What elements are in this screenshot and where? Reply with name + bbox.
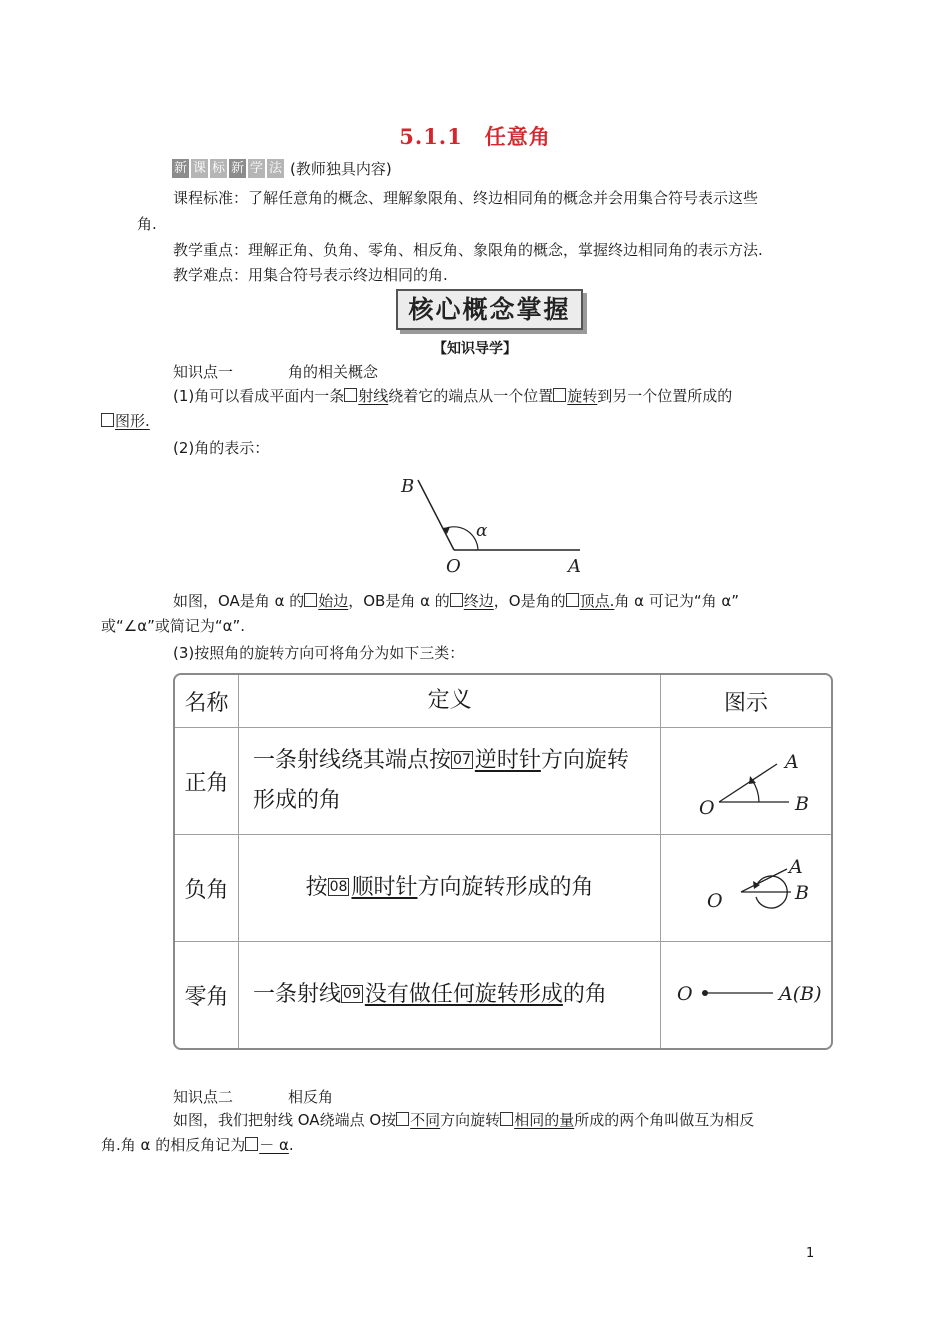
kp2-title: 相反角 xyxy=(288,1088,334,1106)
label-b: B xyxy=(401,476,415,497)
blank-box xyxy=(101,413,114,427)
alpha-arc xyxy=(444,527,478,550)
row-figure xyxy=(661,728,831,835)
label-o: O xyxy=(446,556,461,577)
blank-answer: 图形. xyxy=(115,412,150,430)
blank-answer: 顺时针 xyxy=(351,875,418,900)
svg-text:A: A xyxy=(789,856,803,878)
table-header-row xyxy=(175,675,831,728)
badge: 标 xyxy=(211,161,225,176)
item1: (1)角可以看成平面内一条 射线绕着它的端点从一个位置 旋转到另一个位置所成的 图形. xyxy=(137,384,817,434)
badge: 新 xyxy=(230,161,244,176)
section-banner: 核心概念掌握 xyxy=(396,289,583,330)
table-row xyxy=(175,835,831,942)
kp1-title: 角的相关概念 xyxy=(288,363,379,381)
row-definition: 一条射线 09 没有做任何旋转形成的角 xyxy=(239,942,661,1048)
blank-answer: 旋转 xyxy=(567,387,598,405)
svg-text:O: O xyxy=(699,797,715,819)
curriculum-standard-cont: 角. xyxy=(137,215,157,233)
kp1-label: 知识点一 xyxy=(173,363,234,381)
svg-text:O: O xyxy=(707,890,723,912)
blank-box xyxy=(500,1112,513,1126)
page-title: 5.1.1 任意角 xyxy=(399,124,551,149)
number-tag: 08 xyxy=(329,879,348,895)
item3: (3)按照角的旋转方向可将角分为如下三类： xyxy=(173,644,465,662)
angle-classification-table xyxy=(173,673,833,1050)
blank-box xyxy=(245,1137,258,1151)
ray-ob xyxy=(418,480,454,550)
label-a: A xyxy=(568,556,581,577)
badge: 课 xyxy=(192,161,206,176)
blank-box xyxy=(344,388,357,402)
kp2-label: 知识点二 xyxy=(173,1088,234,1106)
key-point: 教学重点：理解正角、负角、零角、相反角、象限角的概念，掌握终边相同角的表示方法. xyxy=(173,241,763,259)
page-number: 1 xyxy=(806,1246,815,1261)
number-tag: 09 xyxy=(343,986,361,1002)
guide-tag: 【知识导学】 xyxy=(433,341,517,357)
row-definition: 一条射线绕其端点按 07 逆时针方向旋转形成的角 xyxy=(239,728,661,835)
row-name: 负角 xyxy=(175,835,239,942)
difficult-point: 教学难点：用集合符号表示终边相同的角. xyxy=(173,266,448,284)
angle-figure xyxy=(390,462,600,580)
blank-answer: 逆时针 xyxy=(474,748,541,773)
blank-answer: 相同的量 xyxy=(514,1111,575,1129)
blank-box xyxy=(566,593,579,607)
header-figure: 图示 xyxy=(661,675,831,728)
badge: 新 xyxy=(173,161,187,176)
badge: 法 xyxy=(268,161,282,176)
curriculum-standard: 课程标准：了解任意角的概念、理解象限角、终边相同角的概念并会用集合符号表示这些 xyxy=(173,189,759,207)
svg-text:B: B xyxy=(795,882,810,904)
label-alpha: α xyxy=(476,521,488,541)
blank-answer: 射线 xyxy=(358,387,389,405)
header-definition: 定义 xyxy=(239,675,661,728)
blank-box xyxy=(304,593,317,607)
kp2-text: 如图，我们把射线 OA绕端点 O按 不同方向旋转 相同的量所成的两个角叫做互为相反 角.角 α 的相反角记为 － α. xyxy=(101,1111,755,1154)
blank-box xyxy=(396,1112,409,1126)
header-name: 名称 xyxy=(175,675,239,728)
svg-text:A(B): A(B) xyxy=(779,983,822,1005)
positive-angle-figure xyxy=(661,728,829,828)
blank-box xyxy=(450,593,463,607)
number-tag: 07 xyxy=(453,752,471,768)
svg-text:A: A xyxy=(785,751,799,773)
item2: (2)角的表示： xyxy=(173,439,270,457)
badge-row xyxy=(172,158,392,179)
badge: 学 xyxy=(249,161,263,176)
blank-answer: 不同 xyxy=(410,1111,441,1129)
blank-answer: 顶点. xyxy=(579,592,615,610)
zero-angle-figure xyxy=(661,942,829,1042)
blank-answer: 终边 xyxy=(463,592,494,610)
blank-answer: 没有做任何旋转形成 xyxy=(364,982,563,1007)
row-figure xyxy=(661,835,831,942)
negative-angle-figure xyxy=(661,835,829,935)
blank-box xyxy=(553,388,566,402)
row-name: 零角 xyxy=(175,942,239,1048)
svg-text:O: O xyxy=(677,983,693,1005)
blank-answer: － α xyxy=(259,1136,289,1154)
row-figure xyxy=(661,942,831,1048)
table-row xyxy=(175,942,831,1048)
blank-answer: 始边 xyxy=(318,592,349,610)
row-name: 正角 xyxy=(175,728,239,835)
table-row xyxy=(175,728,831,835)
badge-note: (教师独具内容) xyxy=(290,160,392,178)
item2-description: 如图，OA是角 α 的 始边，OB是角 α 的 终边，O是角的 顶点.角 α 可记为“角 α” 或“∠α”或简记为“α”. xyxy=(101,592,740,635)
row-definition: 按 08 顺时针方向旋转形成的角 xyxy=(239,835,661,942)
svg-text:B: B xyxy=(795,793,810,815)
